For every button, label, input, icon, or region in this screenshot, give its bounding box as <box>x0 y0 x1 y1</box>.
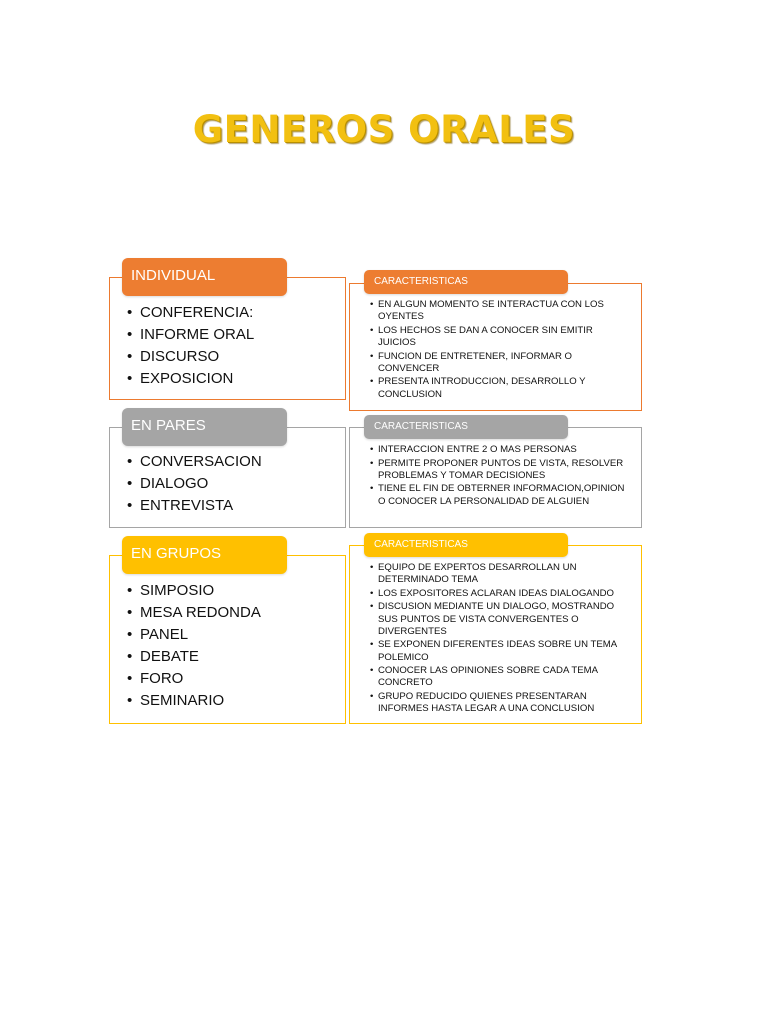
grupos-header: EN GRUPOS <box>122 536 287 574</box>
grupos-characteristics-list <box>370 562 628 717</box>
list-item: • DEBATE <box>127 646 261 668</box>
list-item: • SIMPOSIO <box>127 580 261 602</box>
list-item: • ENTREVISTA <box>127 495 262 517</box>
characteristic-item: • PRESENTA INTRODUCCION, DESARROLLO Y CONCLUSION <box>370 376 628 400</box>
page-title: GENEROS ORALES <box>192 108 576 151</box>
list-item: • MESA REDONDA <box>127 602 261 624</box>
list-item: • SEMINARIO <box>127 690 261 712</box>
characteristic-item: • PERMITE PROPONER PUNTOS DE VISTA, RESOLVER PROBLEMAS Y TOMAR DECISIONES <box>370 458 628 482</box>
list-item: • CONVERSACION <box>127 451 262 473</box>
grupos-list <box>127 580 261 712</box>
characteristic-item: • LOS HECHOS SE DAN A CONOCER SIN EMITIR JUICIOS <box>370 325 628 349</box>
list-item: • DISCURSO <box>127 346 254 368</box>
grupos-characteristics-header: CARACTERISTICAS <box>364 533 568 557</box>
individual-characteristics-header: CARACTERISTICAS <box>364 270 568 294</box>
individual-characteristics-list <box>370 299 628 402</box>
list-item: • FORO <box>127 668 261 690</box>
list-item: • CONFERENCIA: <box>127 302 254 324</box>
characteristic-item: • FUNCION DE ENTRETENER, INFORMAR O CONVENCER <box>370 351 628 375</box>
characteristic-item: • DISCUSION MEDIANTE UN DIALOGO, MOSTRANDO SUS PUNTOS DE VISTA CONVERGENTES O DIVERGENTES <box>370 601 628 638</box>
characteristic-item: • LOS EXPOSITORES ACLARAN IDEAS DIALOGANDO <box>370 588 628 600</box>
list-item: • INFORME ORAL <box>127 324 254 346</box>
pares-list <box>127 451 262 517</box>
characteristic-item: • SE EXPONEN DIFERENTES IDEAS SOBRE UN TEMA POLEMICO <box>370 639 628 663</box>
individual-list <box>127 302 254 390</box>
characteristic-item: • EN ALGUN MOMENTO SE INTERACTUA CON LOS OYENTES <box>370 299 628 323</box>
pares-characteristics-header: CARACTERISTICAS <box>364 415 568 439</box>
characteristic-item: • EQUIPO DE EXPERTOS DESARROLLAN UN DETERMINADO TEMA <box>370 562 628 586</box>
characteristic-item: • INTERACCION ENTRE 2 O MAS PERSONAS <box>370 444 628 456</box>
individual-header: INDIVIDUAL <box>122 258 287 296</box>
characteristic-item: • GRUPO REDUCIDO QUIENES PRESENTARAN INFORMES HASTA LEGAR A UNA CONCLUSION <box>370 691 628 715</box>
list-item: • EXPOSICION <box>127 368 254 390</box>
characteristic-item: • CONOCER LAS OPINIONES SOBRE CADA TEMA CONCRETO <box>370 665 628 689</box>
pares-header: EN PARES <box>122 408 287 446</box>
characteristic-item: • TIENE EL FIN DE OBTERNER INFORMACION,OPINION O CONOCER LA PERSONALIDAD DE ALGUIEN <box>370 483 628 507</box>
list-item: • PANEL <box>127 624 261 646</box>
list-item: • DIALOGO <box>127 473 262 495</box>
pares-characteristics-list <box>370 444 628 509</box>
